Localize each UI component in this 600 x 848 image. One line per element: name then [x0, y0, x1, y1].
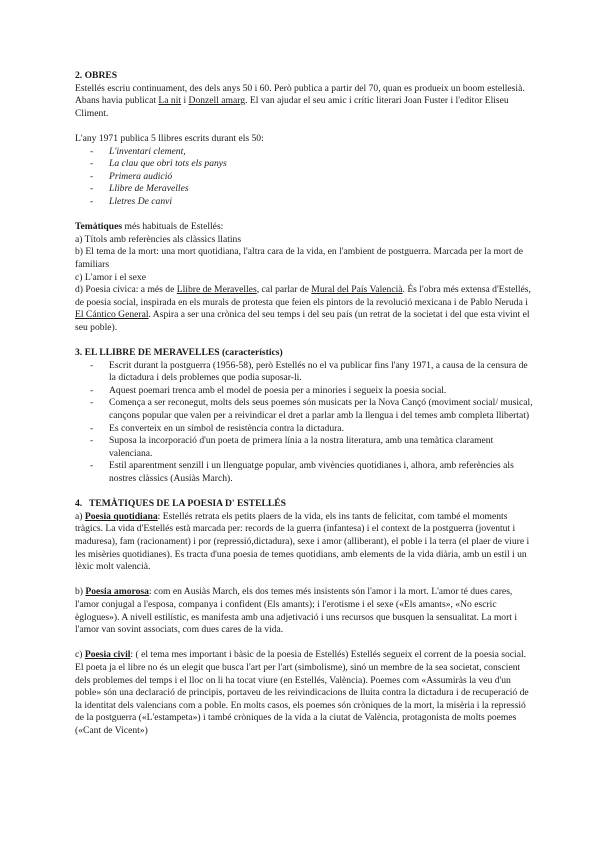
document-page: [75, 70, 533, 737]
llibre-list: [75, 360, 533, 486]
tematica-b: b) El tema de la mort: una mort quotidiana, l'altra cara de la vida, en l'ambient de postguerra. Marcada per la mort de familiars: [75, 246, 524, 270]
obres-paragraph: Estellés escriu continuament, des dels anys 50 i 60. Però publica a partir del 70, quan es produeix un boom estellesià. Abans havia publicat La nit i Donzell amarg. El van ajudar el seu amic i crític literari Joan Fuster i l'editor Eliseu Climent.: [75, 82, 525, 119]
list-item: - La clau que obri tots els panys: [90, 158, 227, 170]
list-item: - Escrit durant la postguerra (1956-58), però Estellés no el va publicar fins l'any 1971, a causa de la censura de la dictadura i dels problemes que podia suposar-li.: [90, 359, 528, 384]
list-item: - L'inventari clement,: [90, 145, 186, 157]
book-link-llibre-de-meravelles: Llibre de Meravelles: [176, 284, 257, 296]
tematiques-intro: Temàtiques més habituals de Estellés:: [75, 221, 224, 233]
section-heading-obres: 2. OBRES: [75, 70, 118, 81]
list-item: - Primera audició: [90, 170, 173, 182]
list-item: - Comença a ser reconegut, molts dels seus poemes són musicats per la Nova Cançó (moviment social/ musical, cançons popular que valen per a reivindicar el dret a parlar amb la llengua i del temes amb completa llibertat): [90, 397, 533, 422]
tematica-a: a) Títols amb referències als clàssics llatins: [75, 233, 242, 245]
books-list: [75, 146, 533, 209]
book-link-cantico-general: El Cántico General: [75, 309, 149, 321]
tematica-d: d) Poesia cívica: a més de Llibre de Meravelles, cal parlar de Mural del País Valencià. És l'obra més extensa d'Estellés, de poesia social, inspirada en els murals de protesta que feien els pintors de la revolució mexicana i de Pablo Neruda i El Cántico General. Aspira a ser una crònica del seu temps i del seu país (un retrat de la societat i del que esta vivint el seu poble).: [75, 284, 531, 333]
poesia-quotidiana: a) Poesia quotidiana: Estellés retrata els petits plaers de la vida, els ins tants de felicitat, com també el moments tràgics. La vida d'Estellés està marcada per: records de la guerra (infantesa) i el context de la postguerra (joventut i maduresa), fam (racionament) i por (repressió,dictadura), sexe i amor (alliberant), el poble i la terra (el plaer de viure i les misèries quotidianes). Es tracta d'una poesia de temes quotidians, amb elements de la vida diària, amb un estil i un lèxic molt valencià.: [75, 510, 530, 573]
list-item: - Es converteix en un símbol de resistència contra la dictadura.: [90, 422, 344, 434]
books-intro: L'any 1971 publica 5 llibres escrits durant els 50:: [75, 132, 264, 144]
poesia-civil: c) Poesia civil: ( el tema mes important i bàsic de la poesia de Estellés) Estellés segueix el corrent de la poesia social. El poeta ja el libre no és un elegit que busca l'art per l'art (simbolisme), sinó un membre de la sea societat, conscient dels problemes del temps i el lloc on li ha tocat viure (en Estellés, València). Poemes com «Assumiràs la veu d'un poble» són una declaració de principis, portaveu de les reivindicacions de lluita contra la dictadura i de recuperació de la identitat dels valencians com a poble. En molts casos, els poemes són cròniques de la mort, la misèria i la repressió de la postguerra («L'estampeta») i també cròniques de la vida a la ciutat de València, protagonista de molts poemes («Cant de Vicent»): [75, 649, 529, 736]
section-heading-tematiques: 4. TEMÀTIQUES DE LA POESIA D' ESTELLÉS: [75, 498, 287, 510]
list-item: - Suposa la incorporació d'un poeta de primera línia a la nostra literatura, amb una temàtica clarament valenciana.: [90, 435, 494, 459]
list-item: - Estil aparentment senzill i un llenguatge popular, amb vivències quotidianes i, alhora, amb referències als nostres clàssics (Ausiàs March).: [90, 460, 514, 484]
list-item: - Aquest poemari trenca amb el model de poesia per a minories i segueix la poesia social.: [90, 384, 447, 396]
list-item: - Llibre de Meravelles: [90, 183, 189, 195]
poesia-amorosa: b) Poesia amorosa: com en Ausiàs March, els dos temes més insistents són l'amor i la mort. L'amor té dues cares, l'amor conjugal a l'esposa, companya i confident (Els amants); i l'erotisme i el sexe («Els amants», «No escric èglogues»). A nivell estilístic, es manifesta amb una adjetivació i uns recursos que busquen la sensualitat. La mort i l'amor van sovint associats, com dues cares de la vida.: [75, 586, 518, 636]
tematica-c: c) L'amor i el sexe: [75, 271, 146, 283]
list-item: - Lletres De canvi: [90, 195, 173, 207]
book-link-donzell-amarg: Donzell amarg: [188, 95, 246, 107]
book-link-mural: Mural del País Valencià: [311, 284, 403, 296]
book-link-la-nit: La nit: [158, 95, 182, 107]
section-heading-llibre: 3. EL LLIBRE DE MERAVELLES (característics): [75, 347, 283, 359]
